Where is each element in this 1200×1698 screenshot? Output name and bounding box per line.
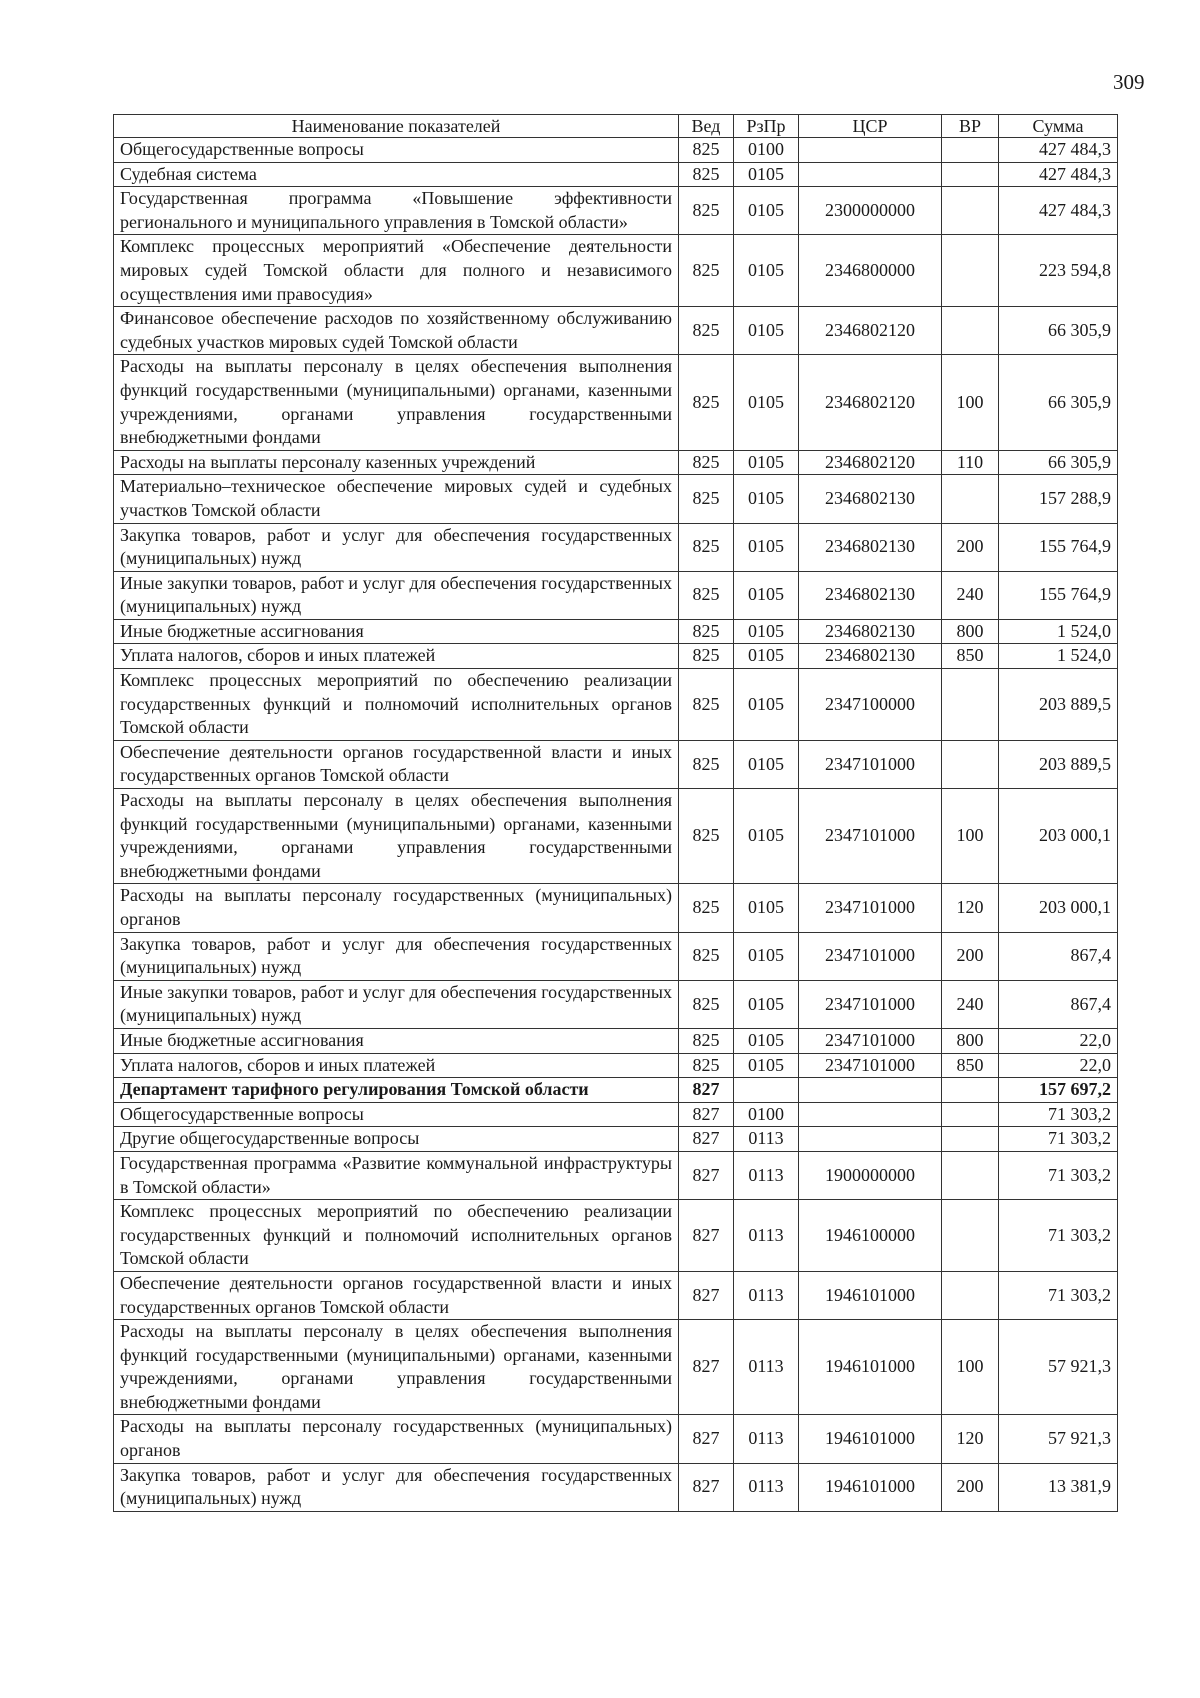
table-row bbox=[114, 355, 1118, 450]
cell-sum: 71 303,2 bbox=[999, 1102, 1118, 1127]
table-row bbox=[114, 1320, 1118, 1415]
cell-vr: 100 bbox=[942, 1320, 999, 1415]
cell-rzpr: 0105 bbox=[734, 235, 799, 307]
cell-csr bbox=[799, 1127, 942, 1152]
cell-ved: 825 bbox=[679, 450, 734, 475]
cell-name: Судебная система bbox=[114, 162, 679, 187]
table-row bbox=[114, 980, 1118, 1028]
cell-name: Общегосударственные вопросы bbox=[114, 138, 679, 163]
cell-vr bbox=[942, 1102, 999, 1127]
cell-sum: 155 764,9 bbox=[999, 523, 1118, 571]
cell-ved: 827 bbox=[679, 1463, 734, 1511]
cell-name: Комплекс процессных мероприятий по обеспечению реализации государственных функций и полномочий исполнительных органов Томской области bbox=[114, 1200, 679, 1272]
cell-csr: 1946101000 bbox=[799, 1463, 942, 1511]
cell-rzpr: 0105 bbox=[734, 669, 799, 741]
cell-rzpr: 0113 bbox=[734, 1271, 799, 1319]
cell-rzpr: 0100 bbox=[734, 138, 799, 163]
cell-vr: 120 bbox=[942, 1415, 999, 1463]
table-row bbox=[114, 187, 1118, 235]
cell-name: Расходы на выплаты персоналу государственных (муниципальных) органов bbox=[114, 1415, 679, 1463]
table-row bbox=[114, 138, 1118, 163]
cell-vr bbox=[942, 307, 999, 355]
cell-ved: 825 bbox=[679, 162, 734, 187]
cell-rzpr: 0105 bbox=[734, 571, 799, 619]
cell-vr bbox=[942, 162, 999, 187]
cell-vr bbox=[942, 1078, 999, 1103]
cell-csr bbox=[799, 1102, 942, 1127]
cell-sum: 427 484,3 bbox=[999, 187, 1118, 235]
cell-vr: 100 bbox=[942, 355, 999, 450]
cell-ved: 825 bbox=[679, 187, 734, 235]
cell-sum: 71 303,2 bbox=[999, 1271, 1118, 1319]
cell-vr bbox=[942, 1151, 999, 1199]
header-rzpr: РзПр bbox=[734, 115, 799, 138]
cell-ved: 827 bbox=[679, 1151, 734, 1199]
cell-name: Закупка товаров, работ и услуг для обеспечения государственных (муниципальных) нужд bbox=[114, 523, 679, 571]
cell-vr bbox=[942, 187, 999, 235]
cell-csr bbox=[799, 138, 942, 163]
cell-rzpr: 0105 bbox=[734, 1028, 799, 1053]
cell-name: Материально–техническое обеспечение мировых судей и судебных участков Томской области bbox=[114, 475, 679, 523]
cell-vr: 100 bbox=[942, 789, 999, 884]
cell-name: Другие общегосударственные вопросы bbox=[114, 1127, 679, 1152]
table-row bbox=[114, 932, 1118, 980]
cell-rzpr: 0105 bbox=[734, 1053, 799, 1078]
cell-vr bbox=[942, 669, 999, 741]
cell-ved: 825 bbox=[679, 980, 734, 1028]
cell-csr: 1900000000 bbox=[799, 1151, 942, 1199]
table-header-row bbox=[114, 115, 1118, 138]
cell-sum: 203 000,1 bbox=[999, 789, 1118, 884]
cell-vr bbox=[942, 740, 999, 788]
cell-sum: 203 889,5 bbox=[999, 669, 1118, 741]
cell-rzpr: 0105 bbox=[734, 523, 799, 571]
cell-ved: 827 bbox=[679, 1200, 734, 1272]
cell-sum: 57 921,3 bbox=[999, 1415, 1118, 1463]
cell-ved: 827 bbox=[679, 1415, 734, 1463]
cell-sum: 71 303,2 bbox=[999, 1200, 1118, 1272]
cell-vr: 850 bbox=[942, 1053, 999, 1078]
table-row bbox=[114, 789, 1118, 884]
cell-sum: 155 764,9 bbox=[999, 571, 1118, 619]
cell-vr bbox=[942, 1200, 999, 1272]
cell-csr: 1946101000 bbox=[799, 1415, 942, 1463]
cell-ved: 827 bbox=[679, 1102, 734, 1127]
cell-ved: 825 bbox=[679, 1028, 734, 1053]
cell-vr: 240 bbox=[942, 571, 999, 619]
cell-name: Обеспечение деятельности органов государственной власти и иных государственных органов Томской области bbox=[114, 740, 679, 788]
cell-ved: 827 bbox=[679, 1271, 734, 1319]
cell-vr: 120 bbox=[942, 884, 999, 932]
cell-vr bbox=[942, 1127, 999, 1152]
table-row bbox=[114, 162, 1118, 187]
cell-name: Иные бюджетные ассигнования bbox=[114, 619, 679, 644]
cell-csr: 2346802130 bbox=[799, 644, 942, 669]
table-row bbox=[114, 307, 1118, 355]
cell-rzpr: 0105 bbox=[734, 932, 799, 980]
cell-csr: 2347101000 bbox=[799, 1053, 942, 1078]
header-ved: Вед bbox=[679, 115, 734, 138]
cell-csr: 2346802130 bbox=[799, 619, 942, 644]
cell-sum: 867,4 bbox=[999, 932, 1118, 980]
cell-ved: 825 bbox=[679, 307, 734, 355]
header-csr: ЦСР bbox=[799, 115, 942, 138]
cell-name: Закупка товаров, работ и услуг для обеспечения государственных (муниципальных) нужд bbox=[114, 1463, 679, 1511]
cell-ved: 825 bbox=[679, 355, 734, 450]
cell-rzpr: 0113 bbox=[734, 1127, 799, 1152]
cell-ved: 825 bbox=[679, 740, 734, 788]
cell-name: Государственная программа «Повышение эффективности регионального и муниципального управления в Томской области» bbox=[114, 187, 679, 235]
cell-ved: 825 bbox=[679, 669, 734, 741]
cell-rzpr: 0105 bbox=[734, 644, 799, 669]
page-number: 309 bbox=[1113, 70, 1145, 94]
cell-ved: 825 bbox=[679, 475, 734, 523]
cell-rzpr: 0105 bbox=[734, 619, 799, 644]
cell-name: Иные закупки товаров, работ и услуг для обеспечения государственных (муниципальных) нужд bbox=[114, 571, 679, 619]
cell-name: Комплекс процессных мероприятий «Обеспечение деятельности мировых судей Томской области для полного и независимого осуществления ими правосудия» bbox=[114, 235, 679, 307]
cell-ved: 825 bbox=[679, 523, 734, 571]
table-row bbox=[114, 1415, 1118, 1463]
cell-csr: 2347101000 bbox=[799, 740, 942, 788]
cell-vr bbox=[942, 138, 999, 163]
cell-name: Расходы на выплаты персоналу казенных учреждений bbox=[114, 450, 679, 475]
cell-ved: 825 bbox=[679, 932, 734, 980]
cell-sum: 71 303,2 bbox=[999, 1151, 1118, 1199]
cell-csr: 2346802120 bbox=[799, 450, 942, 475]
cell-sum: 66 305,9 bbox=[999, 450, 1118, 475]
cell-name: Иные бюджетные ассигнования bbox=[114, 1028, 679, 1053]
cell-vr: 800 bbox=[942, 1028, 999, 1053]
cell-name: Финансовое обеспечение расходов по хозяйственному обслуживанию судебных участков мировых судей Томской области bbox=[114, 307, 679, 355]
cell-ved: 825 bbox=[679, 884, 734, 932]
cell-sum: 22,0 bbox=[999, 1053, 1118, 1078]
table-row bbox=[114, 475, 1118, 523]
cell-csr: 2300000000 bbox=[799, 187, 942, 235]
cell-csr: 1946101000 bbox=[799, 1320, 942, 1415]
cell-ved: 825 bbox=[679, 138, 734, 163]
table-row bbox=[114, 1028, 1118, 1053]
cell-rzpr: 0105 bbox=[734, 355, 799, 450]
cell-rzpr: 0113 bbox=[734, 1320, 799, 1415]
cell-csr: 2346802120 bbox=[799, 307, 942, 355]
cell-csr: 1946101000 bbox=[799, 1271, 942, 1319]
cell-name: Общегосударственные вопросы bbox=[114, 1102, 679, 1127]
table-row bbox=[114, 1463, 1118, 1511]
table-row bbox=[114, 1127, 1118, 1152]
cell-rzpr bbox=[734, 1078, 799, 1103]
cell-rzpr: 0105 bbox=[734, 884, 799, 932]
cell-ved: 827 bbox=[679, 1078, 734, 1103]
cell-rzpr: 0100 bbox=[734, 1102, 799, 1127]
cell-rzpr: 0105 bbox=[734, 162, 799, 187]
cell-vr: 200 bbox=[942, 932, 999, 980]
cell-csr: 2346802130 bbox=[799, 475, 942, 523]
cell-sum: 157 288,9 bbox=[999, 475, 1118, 523]
cell-name: Расходы на выплаты персоналу в целях обеспечения выполнения функций государственными (муниципальными) органами, казенными учреждениями, органами управления государственными внебюджетными фондами bbox=[114, 355, 679, 450]
cell-csr: 2346802120 bbox=[799, 355, 942, 450]
cell-rzpr: 0113 bbox=[734, 1151, 799, 1199]
cell-sum: 13 381,9 bbox=[999, 1463, 1118, 1511]
table-row bbox=[114, 884, 1118, 932]
cell-ved: 825 bbox=[679, 1053, 734, 1078]
cell-rzpr: 0105 bbox=[734, 307, 799, 355]
table-row bbox=[114, 1151, 1118, 1199]
header-vr: ВР bbox=[942, 115, 999, 138]
cell-rzpr: 0105 bbox=[734, 980, 799, 1028]
cell-sum: 57 921,3 bbox=[999, 1320, 1118, 1415]
cell-csr: 2347101000 bbox=[799, 980, 942, 1028]
cell-ved: 825 bbox=[679, 644, 734, 669]
cell-vr bbox=[942, 1271, 999, 1319]
cell-name: Уплата налогов, сборов и иных платежей bbox=[114, 1053, 679, 1078]
cell-vr bbox=[942, 235, 999, 307]
cell-ved: 825 bbox=[679, 619, 734, 644]
cell-sum: 22,0 bbox=[999, 1028, 1118, 1053]
cell-sum: 203 889,5 bbox=[999, 740, 1118, 788]
cell-ved: 827 bbox=[679, 1320, 734, 1415]
cell-sum: 203 000,1 bbox=[999, 884, 1118, 932]
cell-rzpr: 0105 bbox=[734, 475, 799, 523]
cell-ved: 825 bbox=[679, 571, 734, 619]
cell-rzpr: 0113 bbox=[734, 1200, 799, 1272]
cell-name: Расходы на выплаты персоналу государственных (муниципальных) органов bbox=[114, 884, 679, 932]
cell-name: Департамент тарифного регулирования Томской области bbox=[114, 1078, 679, 1103]
cell-vr: 200 bbox=[942, 1463, 999, 1511]
table-row bbox=[114, 450, 1118, 475]
cell-sum: 867,4 bbox=[999, 980, 1118, 1028]
budget-table bbox=[113, 114, 1118, 1512]
cell-vr: 800 bbox=[942, 619, 999, 644]
table-row bbox=[114, 1200, 1118, 1272]
cell-name: Уплата налогов, сборов и иных платежей bbox=[114, 644, 679, 669]
cell-name: Расходы на выплаты персоналу в целях обеспечения выполнения функций государственными (муниципальными) органами, казенными учреждениями, органами управления государственными внебюджетными фондами bbox=[114, 789, 679, 884]
cell-ved: 825 bbox=[679, 235, 734, 307]
cell-vr: 240 bbox=[942, 980, 999, 1028]
cell-rzpr: 0105 bbox=[734, 450, 799, 475]
cell-vr: 850 bbox=[942, 644, 999, 669]
cell-vr bbox=[942, 475, 999, 523]
cell-csr: 2346802130 bbox=[799, 523, 942, 571]
cell-csr: 2347100000 bbox=[799, 669, 942, 741]
table-row bbox=[114, 669, 1118, 741]
cell-csr: 2346802130 bbox=[799, 571, 942, 619]
cell-csr: 2347101000 bbox=[799, 789, 942, 884]
table-row bbox=[114, 644, 1118, 669]
table-body bbox=[114, 138, 1118, 1512]
cell-ved: 825 bbox=[679, 789, 734, 884]
cell-csr: 2347101000 bbox=[799, 1028, 942, 1053]
cell-sum: 1 524,0 bbox=[999, 619, 1118, 644]
table-row bbox=[114, 1053, 1118, 1078]
table-row bbox=[114, 1102, 1118, 1127]
table-row bbox=[114, 619, 1118, 644]
cell-name: Государственная программа «Развитие коммунальной инфраструктуры в Томской области» bbox=[114, 1151, 679, 1199]
cell-vr: 110 bbox=[942, 450, 999, 475]
cell-vr: 200 bbox=[942, 523, 999, 571]
table-row bbox=[114, 235, 1118, 307]
cell-csr bbox=[799, 162, 942, 187]
cell-sum: 427 484,3 bbox=[999, 138, 1118, 163]
cell-csr: 2347101000 bbox=[799, 884, 942, 932]
cell-sum: 223 594,8 bbox=[999, 235, 1118, 307]
table-row bbox=[114, 1078, 1118, 1103]
cell-sum: 66 305,9 bbox=[999, 355, 1118, 450]
header-name: Наименование показателей bbox=[114, 115, 679, 138]
cell-sum: 71 303,2 bbox=[999, 1127, 1118, 1152]
cell-sum: 157 697,2 bbox=[999, 1078, 1118, 1103]
cell-sum: 66 305,9 bbox=[999, 307, 1118, 355]
cell-ved: 827 bbox=[679, 1127, 734, 1152]
cell-name: Расходы на выплаты персоналу в целях обеспечения выполнения функций государственными (муниципальными) органами, казенными учреждениями, органами управления государственными внебюджетными фондами bbox=[114, 1320, 679, 1415]
cell-rzpr: 0105 bbox=[734, 740, 799, 788]
table-row bbox=[114, 523, 1118, 571]
cell-rzpr: 0105 bbox=[734, 789, 799, 884]
cell-name: Закупка товаров, работ и услуг для обеспечения государственных (муниципальных) нужд bbox=[114, 932, 679, 980]
cell-rzpr: 0105 bbox=[734, 187, 799, 235]
header-sum: Сумма bbox=[999, 115, 1118, 138]
cell-name: Иные закупки товаров, работ и услуг для обеспечения государственных (муниципальных) нужд bbox=[114, 980, 679, 1028]
cell-name: Комплекс процессных мероприятий по обеспечению реализации государственных функций и полномочий исполнительных органов Томской области bbox=[114, 669, 679, 741]
cell-csr: 2347101000 bbox=[799, 932, 942, 980]
cell-rzpr: 0113 bbox=[734, 1415, 799, 1463]
table-row bbox=[114, 740, 1118, 788]
cell-csr: 1946100000 bbox=[799, 1200, 942, 1272]
cell-name: Обеспечение деятельности органов государственной власти и иных государственных органов Томской области bbox=[114, 1271, 679, 1319]
table-row bbox=[114, 571, 1118, 619]
cell-csr bbox=[799, 1078, 942, 1103]
cell-csr: 2346800000 bbox=[799, 235, 942, 307]
cell-sum: 1 524,0 bbox=[999, 644, 1118, 669]
cell-rzpr: 0113 bbox=[734, 1463, 799, 1511]
table-row bbox=[114, 1271, 1118, 1319]
cell-sum: 427 484,3 bbox=[999, 162, 1118, 187]
